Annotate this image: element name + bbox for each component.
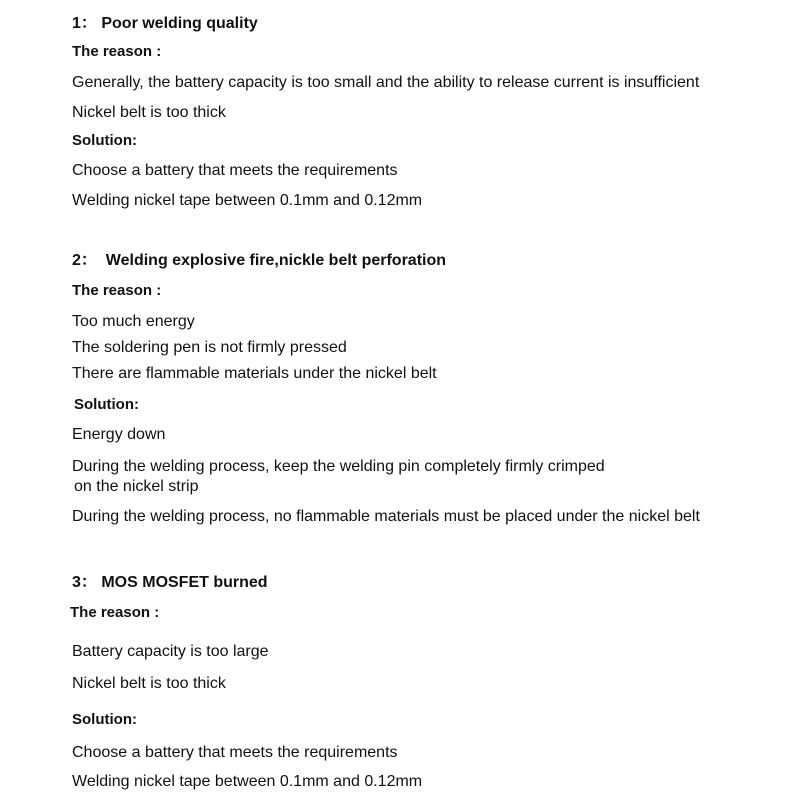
section-3-solution-2: Welding nickel tape between 0.1mm and 0.12mm xyxy=(72,773,423,790)
section-3-reason-label: The reason : xyxy=(70,604,160,621)
section-3-solution-label: Solution: xyxy=(72,711,137,728)
section-1-solution-1: Choose a battery that meets the requirements xyxy=(72,162,398,179)
section-2-solution-3: on the nickel strip xyxy=(74,478,199,495)
section-1-reason-2: Nickel belt is too thick xyxy=(72,104,226,121)
section-1-reason-1: Generally, the battery capacity is too small and the ability to release current is insufficient xyxy=(72,74,700,91)
section-3-reason-1: Battery capacity is too large xyxy=(72,643,269,660)
section-1-solution-2: Welding nickel tape between 0.1mm and 0.12mm xyxy=(72,192,423,209)
section-3-reason-2: Nickel belt is too thick xyxy=(72,675,226,692)
section-2-reason-label: The reason : xyxy=(72,282,162,299)
section-2-reason-2: The soldering pen is not firmly pressed xyxy=(72,339,347,356)
section-1-solution-label: Solution: xyxy=(72,132,137,149)
section-2-solution-4: During the welding process, no flammable materials must be placed under the nickel belt xyxy=(72,508,700,525)
section-2-solution-2: During the welding process, keep the welding pin completely firmly crimped xyxy=(72,458,605,475)
section-2-heading: 2： Welding explosive fire,nickle belt perforation xyxy=(72,252,447,269)
section-2-reason-1: Too much energy xyxy=(72,313,195,330)
section-1-reason-label: The reason : xyxy=(72,43,162,60)
section-2-solution-label: Solution: xyxy=(74,396,139,413)
section-3-solution-1: Choose a battery that meets the requirements xyxy=(72,744,398,761)
section-2-reason-3: There are flammable materials under the nickel belt xyxy=(72,365,437,382)
section-1-heading: 1： Poor welding quality xyxy=(72,15,258,32)
section-3-heading: 3： MOS MOSFET burned xyxy=(72,574,268,591)
section-2-solution-1: Energy down xyxy=(72,426,166,443)
